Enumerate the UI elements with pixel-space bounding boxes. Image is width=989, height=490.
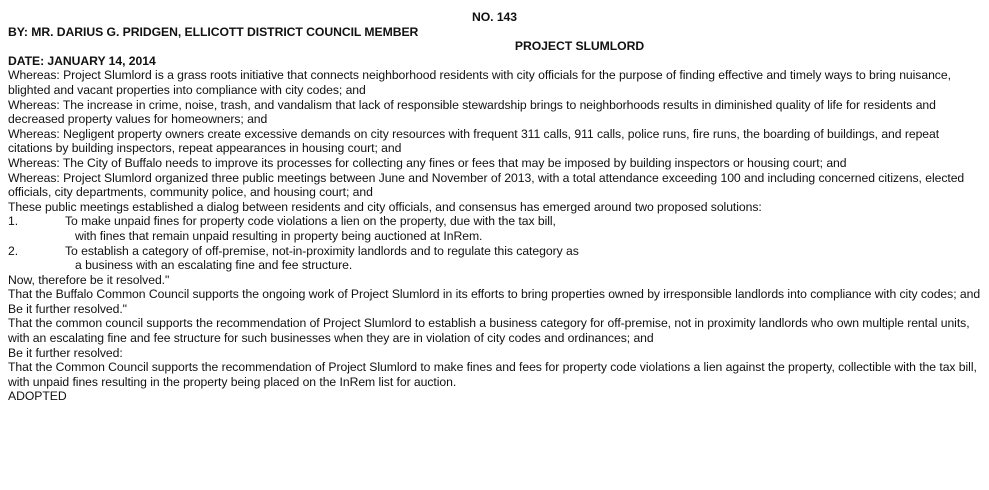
dialog-intro: These public meetings established a dialog between residents and city officials, and consensus has emerged around two proposed solutions:	[8, 199, 762, 214]
solution-continuation: a business with an escalating fine and fee structure.	[75, 258, 353, 273]
whereas-clause-2: Whereas: The increase in crime, noise, trash, and vandalism that lack of responsible stewardship brings to neighborhoods results in diminished quality of life for residents and decreased property values for homeowners; and	[8, 97, 936, 127]
resolved-heading-1: Now, therefore be it resolved."	[8, 272, 170, 287]
solution-continuation: with fines that remain unpaid resulting in property being auctioned at InRem.	[75, 228, 483, 243]
resolution-number: NO. 143	[471, 10, 518, 24]
resolved-clause-2: That the common council supports the recommendation of Project Slumlord to establish a business category for off-premise, not in proximity landlords who own multiple rental units, with an escalating fine and fee structure for such businesses when they are in violation of city codes and ordinances; and	[8, 316, 970, 346]
resolved-heading-2: Be it further resolved."	[8, 301, 127, 316]
solution-item-1	[8, 214, 981, 229]
solution-number: 2.	[8, 243, 19, 258]
resolution-title: PROJECT SLUMLORD	[514, 39, 645, 54]
whereas-clause-5: Whereas: Project Slumlord organized three public meetings between June and November of 2013, with a total attendance exceeding 100 and including concerned citizens, elected officials, city departments, community police, and housing court; and	[8, 170, 965, 200]
resolved-clause-1: That the Buffalo Common Council supports the ongoing work of Project Slumlord in its efforts to bring properties owned by irresponsible landlords into compliance with city codes; and	[8, 287, 981, 302]
whereas-clause-1: Whereas: Project Slumlord is a grass roots initiative that connects neighborhood residents with city officials for the purpose of finding effective and timely ways to bring nuisance, blighted and vacant properties into compliance with city codes; and	[8, 68, 951, 97]
solution-item-2	[8, 244, 981, 259]
whereas-clause-3: Whereas: Negligent property owners create excessive demands on city resources with frequent 311 calls, 911 calls, police runs, fire runs, the boarding of buildings, and repeat citations by building inspectors, repeat appearances in housing court; and	[8, 126, 940, 156]
resolution-date: DATE: JANUARY 14, 2014	[8, 53, 156, 68]
sponsor-line: BY: MR. DARIUS G. PRIDGEN, ELLICOTT DISTRICT COUNCIL MEMBER	[8, 24, 419, 39]
whereas-clause-4: Whereas: The City of Buffalo needs to improve its processes for collecting any fines or fees that may be imposed by building inspectors or housing court; and	[8, 155, 847, 170]
adopted-status: ADOPTED	[8, 389, 67, 404]
solution-line: To establish a category of off-premise, not-in-proximity landlords and to regulate this category as	[65, 243, 579, 258]
resolved-heading-3: Be it further resolved:	[8, 345, 123, 360]
resolved-clause-3: That the Common Council supports the recommendation of Project Slumlord to make fines and fees for property code violations a lien against the property, collectible with the tax bill, with unpaid fines resulting in the property being placed on the InRem list for auction.	[8, 360, 977, 389]
solution-line: To make unpaid fines for property code violations a lien on the property, due with the tax bill,	[65, 214, 556, 229]
solution-number: 1.	[8, 214, 19, 229]
